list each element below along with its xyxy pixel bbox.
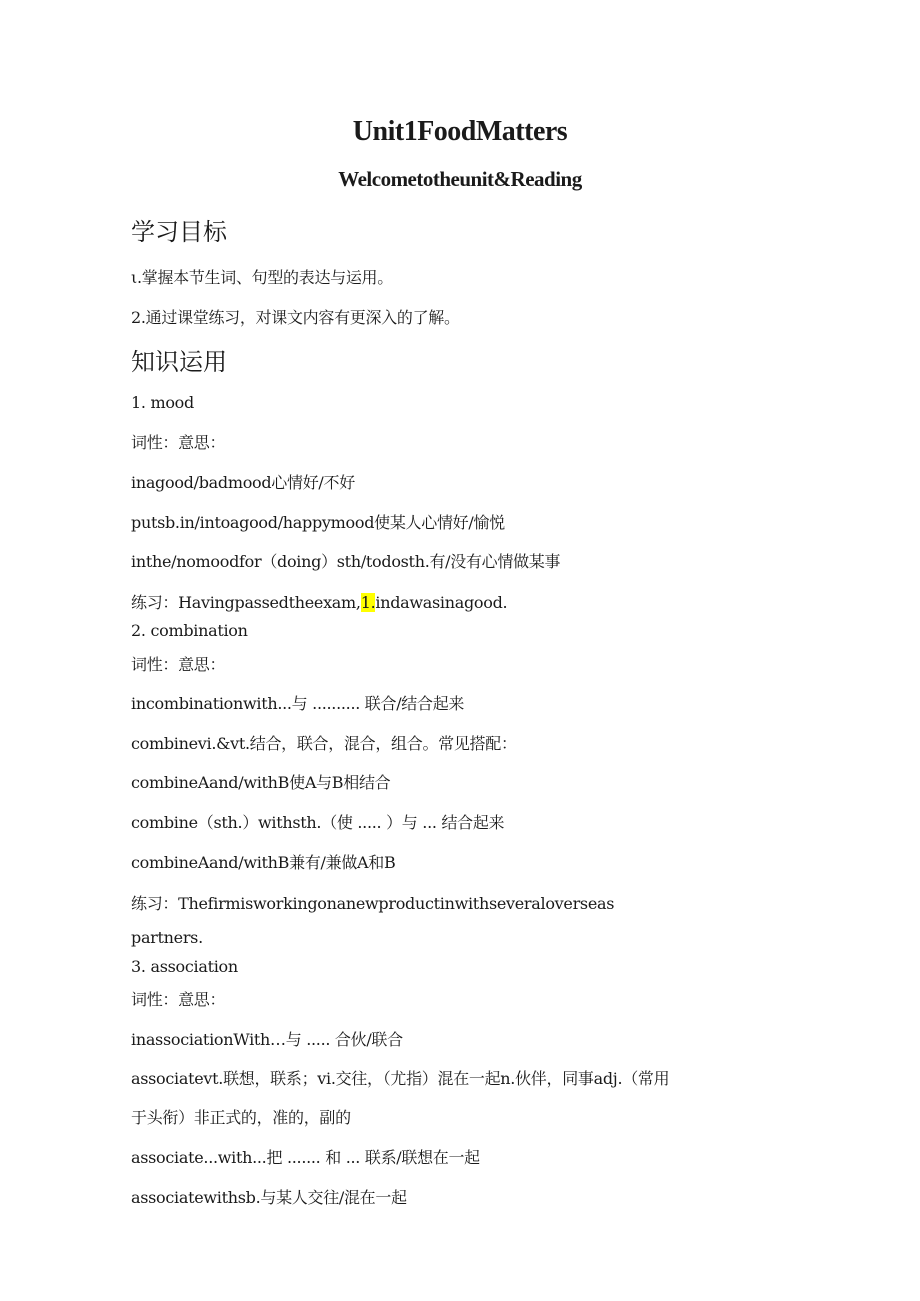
highlighted-text: 1. [360,593,376,612]
mood-phrase: putsb.in/intoagood/happymood使某人心情好/愉悦 [131,513,505,532]
association-phrase: associate...with...把 ....... 和 ... 联系/联想在一起 [131,1148,480,1167]
objective-item: 2.通过课堂练习，对课文内容有更深入的了解。 [131,308,460,327]
association-phrase: associatewithsb.与某人交往/混在一起 [131,1188,407,1207]
mood-phrase: inthe/nomoodfor（doing）sth∕todosth.有/没有心情做某事 [131,552,561,571]
combination-exercise-cont: partners. [131,928,203,947]
association-title: 3. association [131,957,238,976]
combination-title: 2. combination [131,621,248,640]
association-phrase: associatevt.联想，联系；vi.交往，（尤指）混在一起n.伙伴，同事adj.（常用 [131,1069,670,1088]
mood-title: 1. mood [131,393,194,412]
combination-phrase: combinevi.&vt.结合，联合，混合，组合。常见搭配： [131,734,517,753]
combination-phrase: combine（sth.）withsth.（使 ..... ）与 ... 结合起来 [131,813,505,832]
document-subtitle: Welcometotheunit&Reading [338,167,582,191]
practice-heading: 知识运用 [131,348,227,376]
combination-phrase: incombinationwith...与 .......... 联合/结合起来 [131,694,465,713]
combination-phrase: combineAand/withB使A与B相结合 [131,773,391,792]
combination-phrase: combineAand/withB兼有/兼做A和B [131,853,396,872]
mood-phrase: inagood/badmood心情好/不好 [131,473,355,492]
association-phrase: inassociationWith…与 ..... 合伙/联合 [131,1030,403,1049]
objectives-heading: 学习目标 [131,218,227,246]
combination-exercise: 练习：Thefirmisworkingonanewproductinwithseveraloverseas [131,894,615,913]
mood-pos: 词性：意思： [131,433,226,452]
document-title: Unit1FoodMatters [352,116,568,147]
association-phrase-cont: 于头衔）非正式的，准的，副的 [131,1108,351,1127]
mood-exercise [131,590,507,613]
exercise-text: indawasinagood. [375,593,508,612]
exercise-text: 练习：Havingpassedtheexam, [131,593,361,612]
combination-pos: 词性：意思： [131,655,226,674]
objective-item: ι.掌握本节生词、句型的表达与运用。 [131,268,393,287]
association-pos: 词性：意思： [131,990,226,1009]
